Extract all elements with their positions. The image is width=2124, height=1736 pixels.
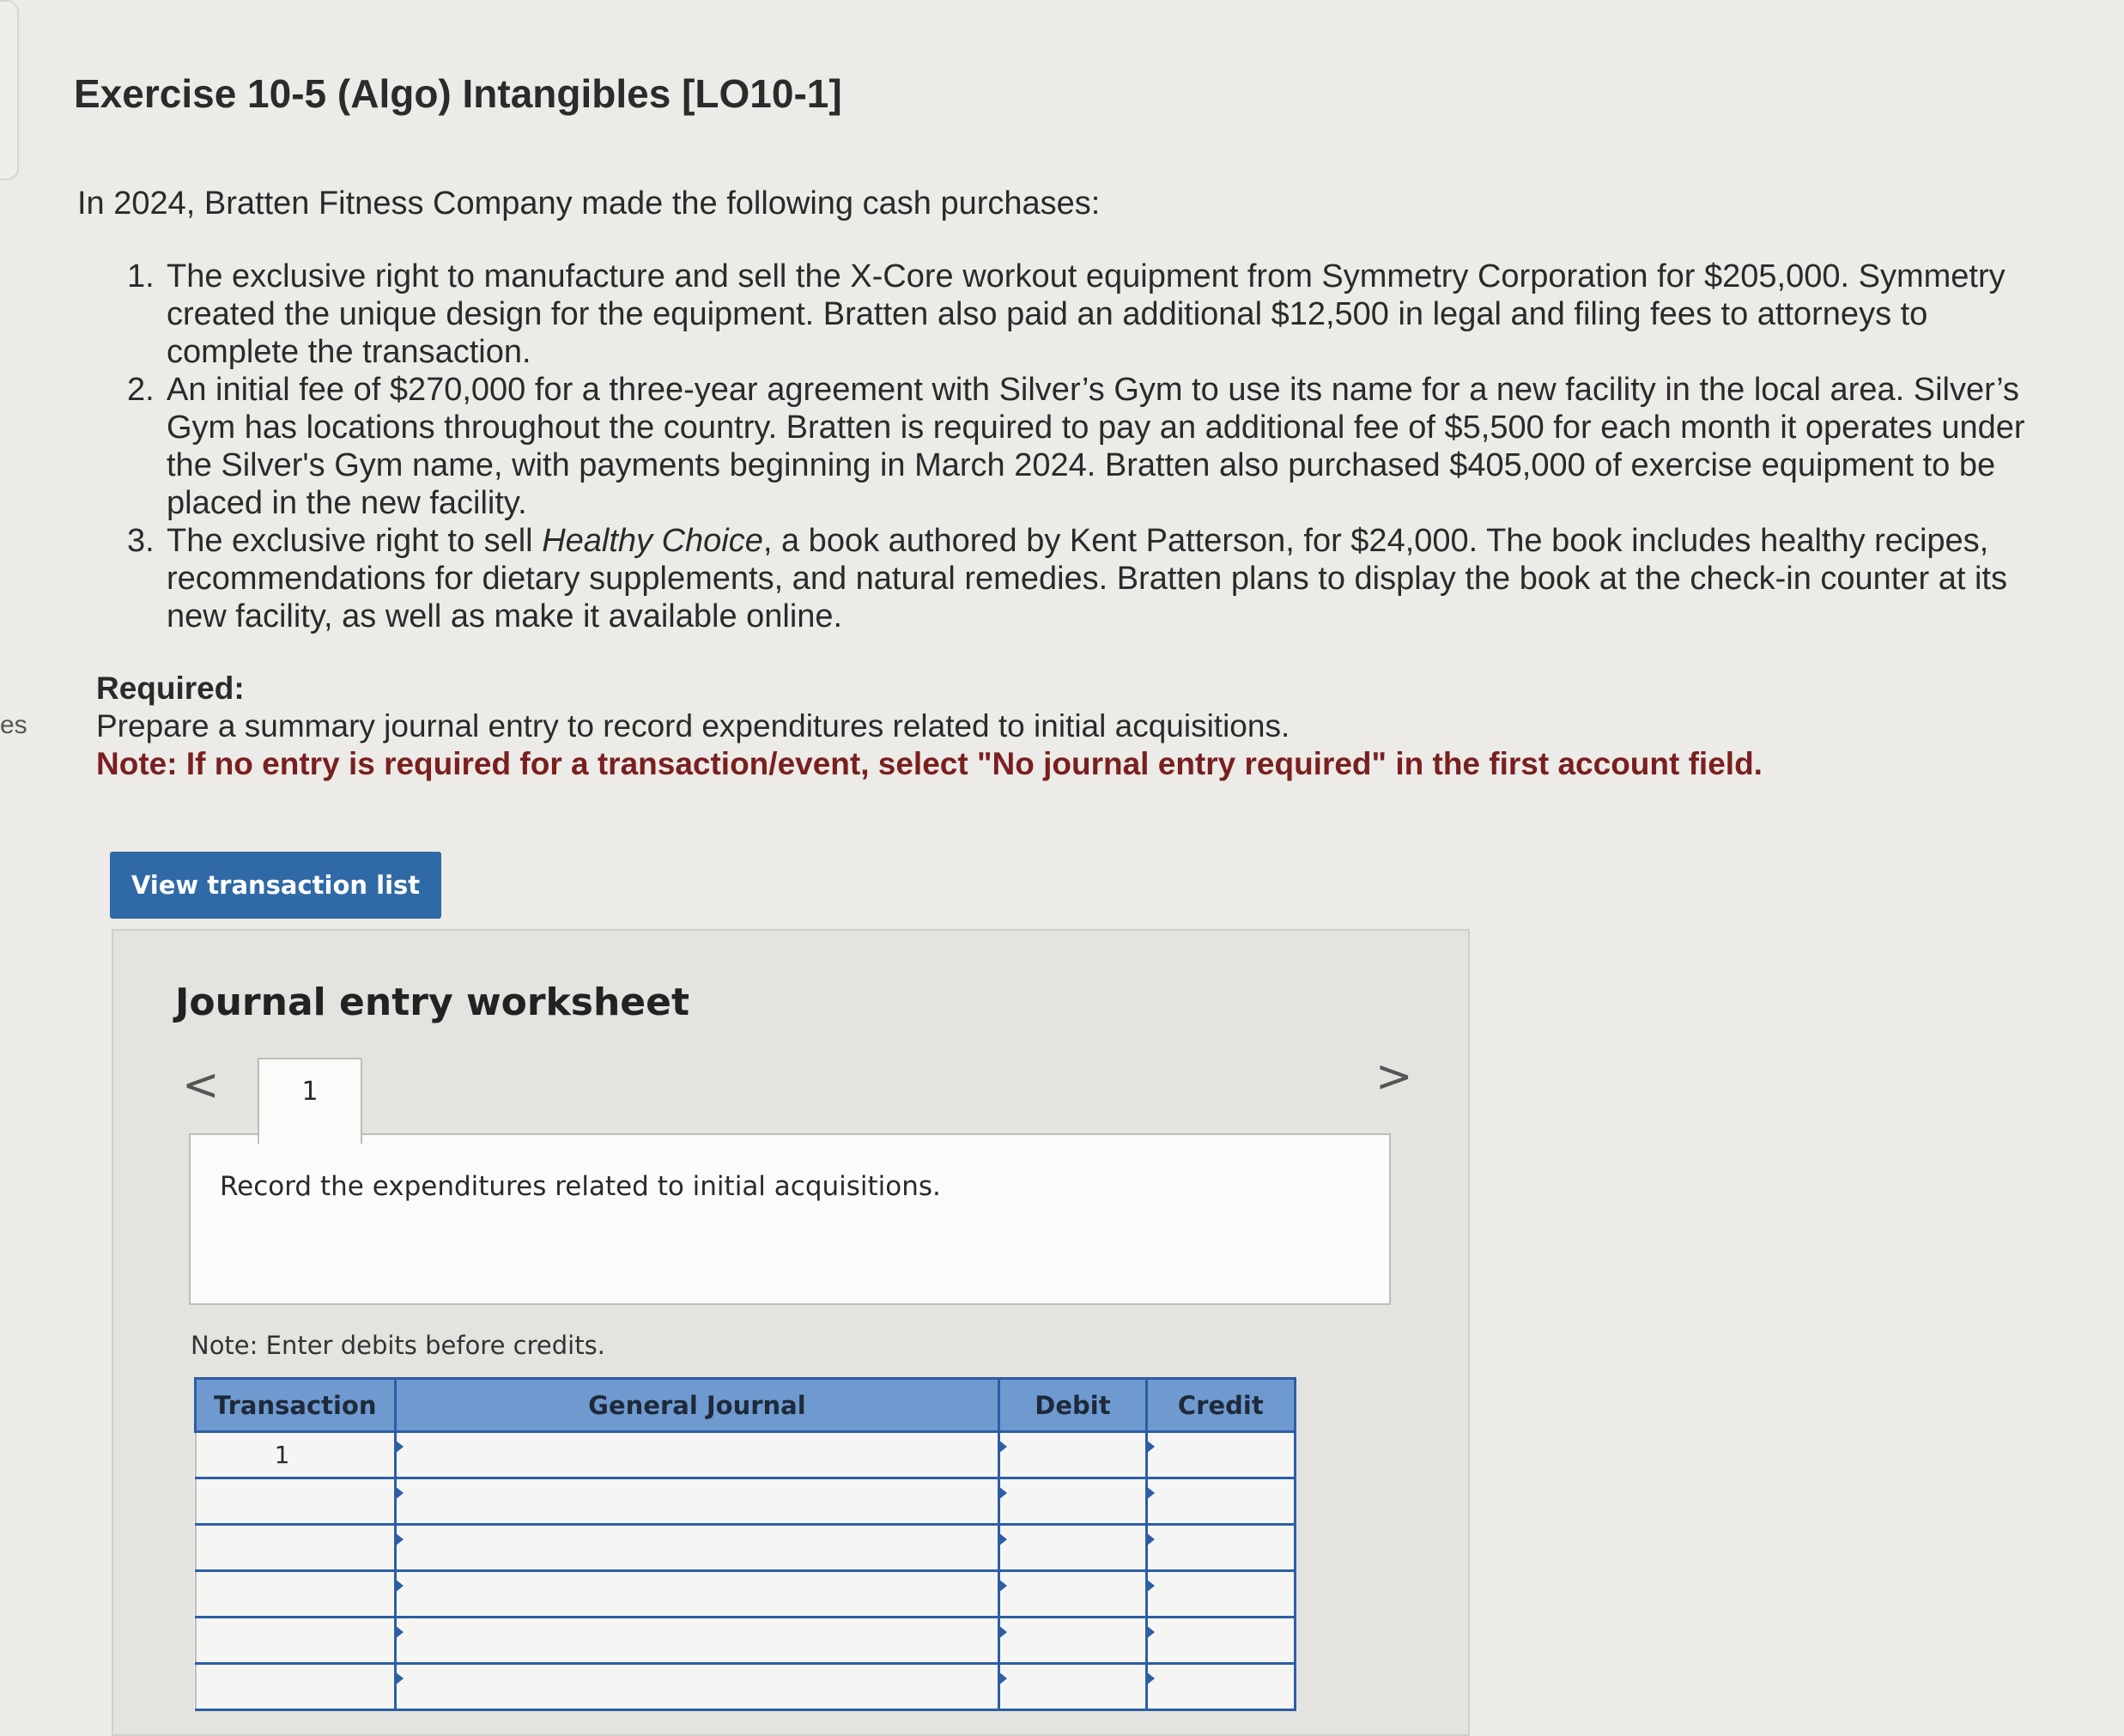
sidebar-fragment-text: es (0, 711, 27, 739)
list-item (127, 371, 2042, 522)
input-marker-icon (1146, 1672, 1155, 1685)
transaction-cell (196, 1618, 396, 1664)
header-debit: Debit (999, 1379, 1146, 1432)
table-row (196, 1618, 1296, 1664)
debit-input[interactable] (999, 1571, 1146, 1618)
account-select[interactable] (395, 1571, 999, 1618)
exercise-intro: In 2024, Bratten Fitness Company made the following cash purchases: (77, 185, 1101, 222)
instruction-box (189, 1133, 1391, 1305)
debit-input[interactable] (999, 1432, 1146, 1478)
header-transaction: Transaction (196, 1379, 396, 1432)
credit-input[interactable] (1146, 1478, 1295, 1525)
input-marker-icon (1146, 1533, 1155, 1546)
list-item-number: 3. (127, 523, 155, 559)
header-general-journal: General Journal (395, 1379, 999, 1432)
dropdown-marker-icon (395, 1533, 404, 1546)
list-item-text (167, 522, 2042, 635)
list-item-number: 2. (127, 372, 155, 408)
account-select[interactable] (395, 1525, 999, 1571)
input-marker-icon (1146, 1440, 1155, 1454)
debit-input[interactable] (999, 1525, 1146, 1571)
journal-entry-worksheet (112, 929, 1470, 1736)
table-row (196, 1478, 1296, 1525)
required-note: Note: If no entry is required for a transaction/event, select "No journal entry required" in the first account field. (96, 746, 1763, 781)
input-marker-icon (998, 1440, 1007, 1454)
instruction-text: Record the expenditures related to initial acquisitions. (220, 1171, 941, 1202)
table-row (196, 1432, 1296, 1478)
credit-input[interactable] (1146, 1618, 1295, 1664)
debit-input[interactable] (999, 1478, 1146, 1525)
account-select[interactable] (395, 1478, 999, 1525)
transaction-cell: 1 (196, 1432, 396, 1478)
transaction-cell (196, 1664, 396, 1710)
account-select[interactable] (395, 1664, 999, 1710)
transaction-cell (196, 1525, 396, 1571)
chevron-right-icon[interactable]: > (1375, 1051, 1413, 1102)
credit-input[interactable] (1146, 1525, 1295, 1571)
list-item (127, 522, 2042, 635)
worksheet-note: Note: Enter debits before credits. (191, 1331, 605, 1360)
table-row (196, 1664, 1296, 1710)
list-item (127, 258, 2042, 371)
journal-table (194, 1377, 1296, 1711)
credit-input[interactable] (1146, 1664, 1295, 1710)
dropdown-marker-icon (395, 1625, 404, 1639)
sidebar-tab[interactable] (0, 0, 19, 180)
input-marker-icon (1146, 1579, 1155, 1593)
table-row (196, 1525, 1296, 1571)
journal-header-row (196, 1379, 1296, 1432)
debit-input[interactable] (999, 1618, 1146, 1664)
input-marker-icon (998, 1579, 1007, 1593)
exercise-title: Exercise 10-5 (Algo) Intangibles [LO10-1] (74, 71, 842, 116)
input-marker-icon (998, 1533, 1007, 1546)
dropdown-marker-icon (395, 1486, 404, 1500)
dropdown-marker-icon (395, 1579, 404, 1593)
required-section (96, 670, 2054, 783)
chevron-left-icon[interactable]: < (182, 1059, 220, 1111)
required-text: Prepare a summary journal entry to record expenditures related to initial acquisitions. (96, 708, 1290, 744)
view-transaction-list-button[interactable]: View transaction list (110, 852, 441, 919)
list-item-text-end: , a book authored by Kent Patterson, for $24,000. The book includes healthy recipes, recommendations for dietary supplements, and natural remedies. Bratten plans to display the book at the check-in counter at its new facility, as well as make it available online. (167, 523, 2007, 634)
dropdown-marker-icon (395, 1440, 404, 1454)
required-heading: Required: (96, 671, 245, 706)
purchase-list (127, 258, 2042, 635)
list-item-text: An initial fee of $270,000 for a three-year agreement with Silver’s Gym to use its name for a new facility in the local area. Silver’s Gym has locations throughout the country. Bratten is required to pay an additional fee of $5,500 for each month it operates under the Silver's Gym name, with payments beginning in March 2024. Bratten also purchased $405,000 of exercise equipment to be placed in the new facility. (167, 372, 2025, 521)
worksheet-title: Journal entry worksheet (175, 980, 690, 1024)
list-item-text: The exclusive right to manufacture and sell the X-Core workout equipment from Symmetry Corporation for $205,000. Symmetry created the unique design for the equipment. Bratten also paid an additional $12,500 in legal and filing fees to attorneys to complete the transaction. (167, 258, 2006, 370)
header-credit: Credit (1146, 1379, 1295, 1432)
account-select[interactable] (395, 1618, 999, 1664)
table-row (196, 1571, 1296, 1618)
credit-input[interactable] (1146, 1571, 1295, 1618)
list-item-text-start: The exclusive right to sell (167, 523, 543, 559)
input-marker-icon (1146, 1625, 1155, 1639)
input-marker-icon (998, 1486, 1007, 1500)
transaction-cell (196, 1478, 396, 1525)
input-marker-icon (998, 1625, 1007, 1639)
credit-input[interactable] (1146, 1432, 1295, 1478)
worksheet-tab-1[interactable]: 1 (258, 1058, 362, 1144)
input-marker-icon (1146, 1486, 1155, 1500)
input-marker-icon (998, 1672, 1007, 1685)
book-title: Healthy Choice (542, 523, 763, 559)
debit-input[interactable] (999, 1664, 1146, 1710)
transaction-cell (196, 1571, 396, 1618)
dropdown-marker-icon (395, 1672, 404, 1685)
list-item-number: 1. (127, 258, 155, 294)
account-select[interactable] (395, 1432, 999, 1478)
